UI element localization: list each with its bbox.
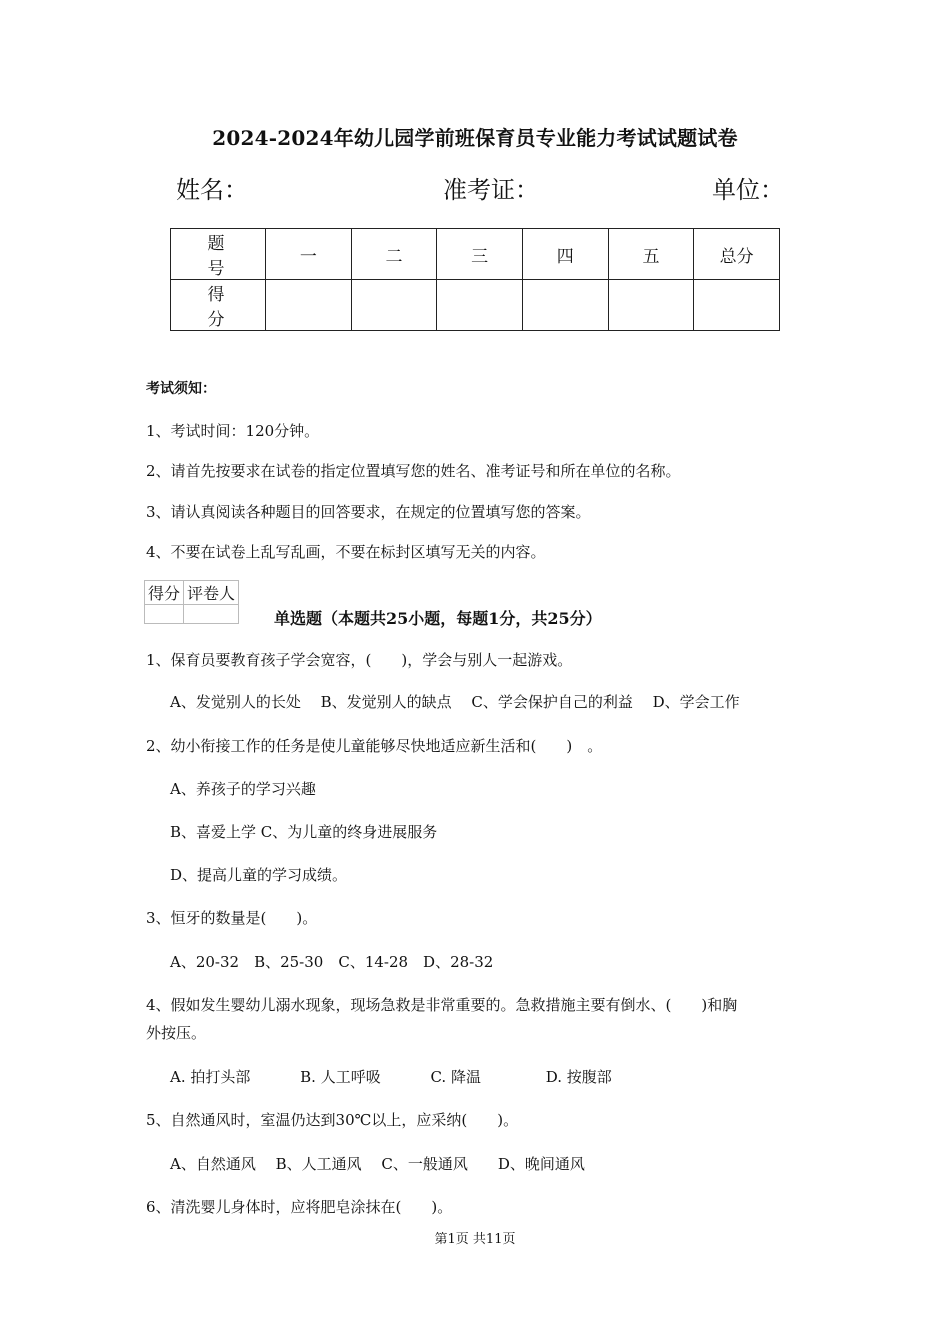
question-2-option-d: D、提高儿童的学习成绩。: [170, 866, 348, 884]
question-5-options: A、自然通风 B、人工通风 C、一般通风 D、晚间通风: [170, 1155, 585, 1173]
name-field-label: 姓名：: [176, 176, 248, 204]
score-cell: [608, 280, 694, 331]
question-1-options: A、发觉别人的长处 B、发觉别人的缺点 C、学会保护自己的利益 D、学会工作: [170, 693, 740, 711]
question-2-option-a: A、养孩子的学习兴趣: [170, 780, 316, 798]
grader-score-label: 得分: [145, 581, 184, 605]
score-col-total: 总分: [694, 229, 780, 280]
score-cell: [351, 280, 437, 331]
question-2-option-bc: B、喜爱上学 C、为儿童的终身进展服务: [170, 823, 438, 841]
notes-heading: 考试须知：: [146, 381, 216, 397]
score-table-score-row: [171, 280, 780, 331]
question-6: 6、清洗婴儿身体时，应将肥皂涂抹在( )。: [146, 1198, 453, 1216]
exam-id-field-label: 准考证：: [443, 176, 539, 204]
grader-box: [144, 580, 239, 624]
note-item: 3、请认真阅读各种题目的回答要求，在规定的位置填写您的答案。: [146, 503, 591, 521]
note-item: 1、考试时间：120分钟。: [146, 422, 320, 440]
score-row-label: 得 分: [171, 280, 266, 331]
score-cell: [266, 280, 352, 331]
section-heading: 单选题（本题共25小题，每题1分，共25分）: [274, 609, 602, 628]
note-item: 4、不要在试卷上乱写乱画，不要在标封区填写无关的内容。: [146, 543, 546, 561]
score-cell: [522, 280, 608, 331]
question-4-line-2: 外按压。: [146, 1024, 207, 1042]
question-4-options: A. 拍打头部 B. 人工呼吸 C. 降温 D. 按腹部: [170, 1068, 612, 1086]
unit-field-label: 单位：: [712, 176, 784, 204]
score-col-1: 一: [266, 229, 352, 280]
score-col-3: 三: [437, 229, 523, 280]
question-1: 1、保育员要教育孩子学会宽容，( )，学会与别人一起游戏。: [146, 651, 573, 669]
question-4-line-1: 4、假如发生婴幼儿溺水现象，现场急救是非常重要的。急救措施主要有倒水、( )和胸: [146, 996, 738, 1014]
score-col-5: 五: [608, 229, 694, 280]
score-col-4: 四: [522, 229, 608, 280]
score-table: [170, 228, 780, 331]
score-table-header-row: [171, 229, 780, 280]
question-3-options: A、20-32 B、25-30 C、14-28 D、28-32: [170, 953, 494, 971]
note-item: 2、请首先按要求在试卷的指定位置填写您的姓名、准考证号和所在单位的名称。: [146, 462, 681, 480]
grader-reviewer-cell: [184, 605, 239, 624]
question-number-label: 题 号: [171, 229, 266, 280]
question-5: 5、自然通风时，室温仍达到30℃以上，应采纳( )。: [146, 1111, 519, 1129]
page-footer: 第1页 共11页: [434, 1232, 516, 1247]
score-cell: [694, 280, 780, 331]
question-3: 3、恒牙的数量是( )。: [146, 909, 318, 927]
score-cell: [437, 280, 523, 331]
score-col-2: 二: [351, 229, 437, 280]
grader-score-cell: [145, 605, 184, 624]
page-title: 2024-2024年幼儿园学前班保育员专业能力考试试题试卷: [212, 126, 738, 150]
grader-reviewer-label: 评卷人: [184, 581, 239, 605]
question-2: 2、幼小衔接工作的任务是使儿童能够尽快地适应新生活和( ) 。: [146, 737, 603, 755]
